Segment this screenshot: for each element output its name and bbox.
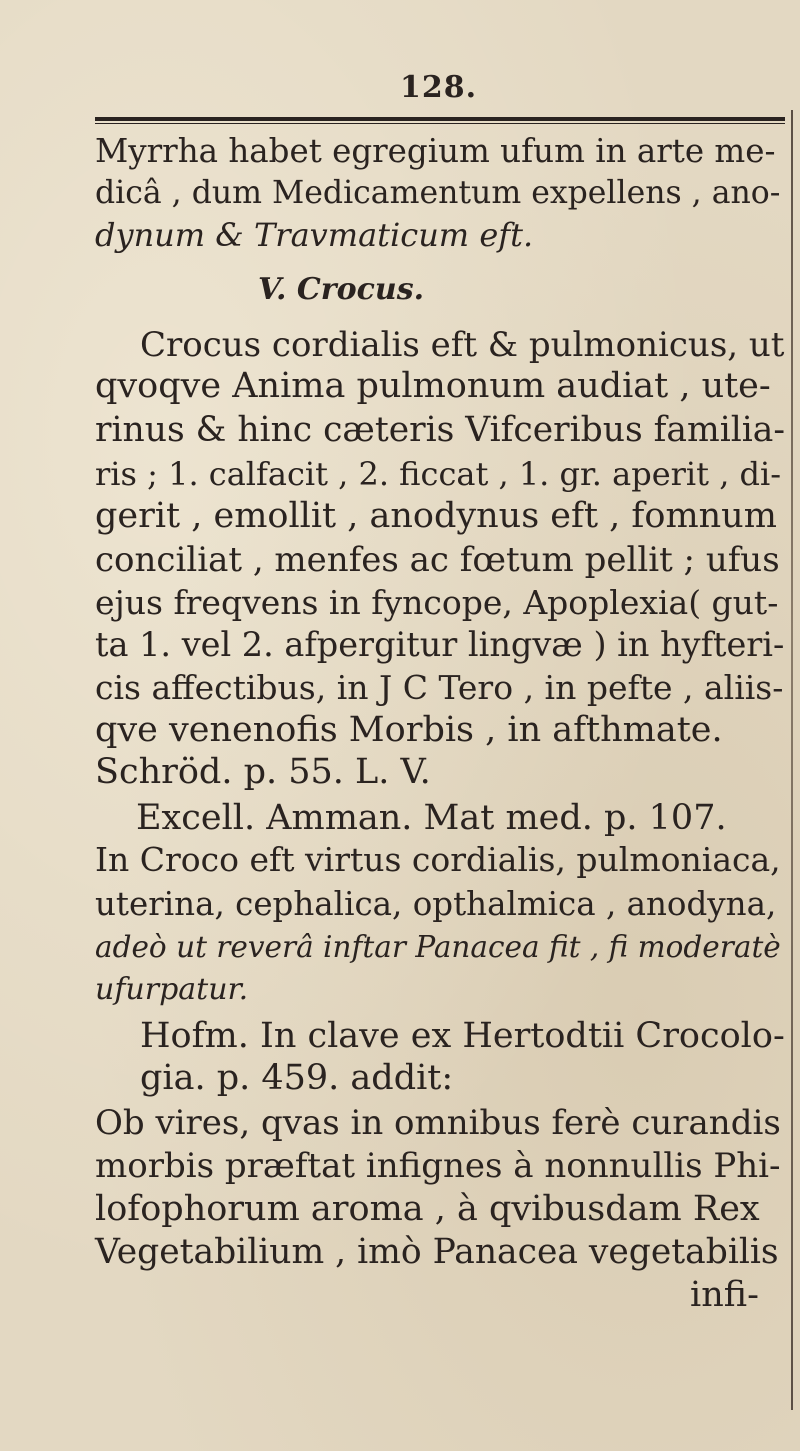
text-line: ufurpatur.: [95, 972, 249, 1007]
text-line: Vegetabilium , imò Panacea vegetabilis: [95, 1232, 779, 1272]
text-line: dicâ , dum Medicamentum expellens , ano-: [95, 175, 781, 211]
text-line: uterina, cephalica, opthalmica , anodyna,: [95, 885, 777, 923]
text-line: Schröd. p. 55. L. V.: [95, 752, 431, 792]
section-heading: V. Crocus.: [258, 272, 425, 307]
text-line: adeò ut reverâ inftar Panacea fit , fi moderatè: [95, 930, 781, 964]
text-line: qvoqve Anima pulmonum audiat , ute-: [95, 366, 771, 406]
text-line: Hofm. In clave ex Hertodtii Crocolo-: [140, 1016, 785, 1056]
text-line: ris ; 1. calfacit , 2. ficcat , 1. gr. aperit , di-: [95, 455, 782, 493]
text-line: lofophorum aroma , à qvibusdam Rex: [95, 1189, 760, 1229]
text-line: conciliat , menfes ac fœtum pellit ; ufus: [95, 540, 780, 580]
header-rule-thick: [95, 117, 785, 121]
text-line: Myrrha habet egregium ufum in arte me-: [95, 132, 776, 170]
text-line: qve venenofis Morbis , in afthmate.: [95, 710, 723, 750]
text-line: In Croco eft virtus cordialis, pulmoniaca,: [95, 840, 781, 879]
text-line: gia. p. 459. addit:: [140, 1058, 454, 1098]
text-line: cis affectibus, in J C Tero , in pefte , aliis-: [95, 668, 784, 707]
text-line: ejus freqvens in fyncope, Apoplexia( gut-: [95, 583, 779, 622]
text-line: rinus & hinc cæteris Vifceribus familia-: [95, 410, 786, 450]
text-line: dynum & Travmaticum eft.: [95, 216, 534, 254]
text-line: Ob vires, qvas in omnibus ferè curandis: [95, 1103, 781, 1143]
catchword: infi-: [690, 1275, 759, 1315]
page-number: 128.: [400, 70, 478, 105]
text-line: Crocus cordialis eft & pulmonicus, ut: [140, 325, 785, 365]
text-line: morbis præftat infignes à nonnullis Phi-: [95, 1146, 781, 1186]
header-rule-thin: [95, 123, 785, 124]
text-line: ta 1. vel 2. afpergitur lingvæ ) in hyfteri-: [95, 625, 785, 664]
text-line: gerit , emollit , anodynus eft , fomnum: [95, 496, 777, 536]
page-edge-shadow: [791, 110, 793, 1410]
text-line: Excell. Amman. Mat med. p. 107.: [136, 798, 727, 838]
